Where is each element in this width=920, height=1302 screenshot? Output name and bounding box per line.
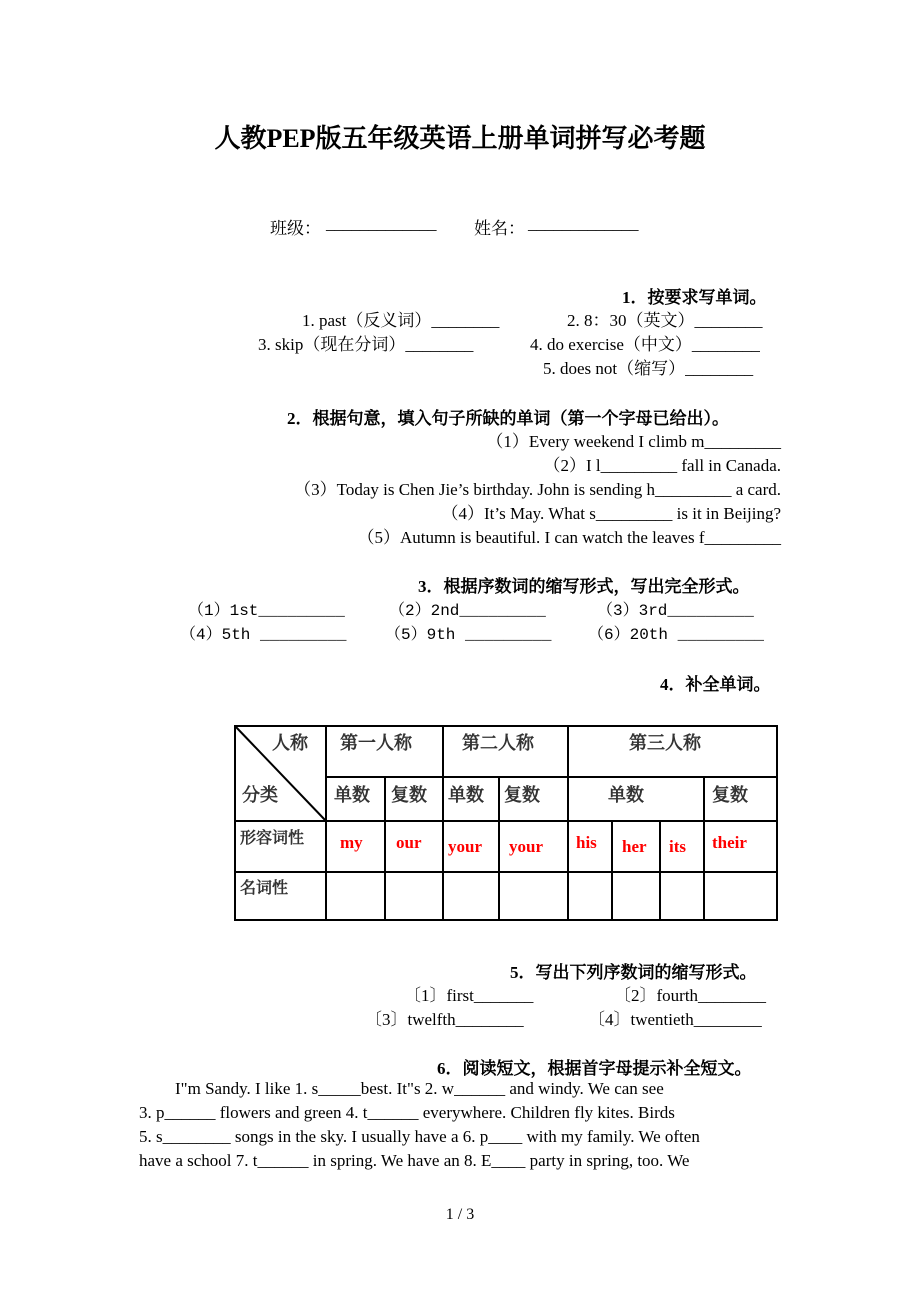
section-6-heading: 6．阅读短文，根据首字母提示补全短文。 bbox=[437, 1059, 752, 1078]
section-5-heading: 5．写出下列序数词的缩写形式。 bbox=[510, 963, 757, 982]
s1-question-1: 1. past（反义词）________ bbox=[302, 311, 500, 330]
s1-question-2: 2. 8：30（英文）________ bbox=[567, 311, 763, 330]
answer-his: his bbox=[576, 833, 597, 852]
s2-question-3: （3）Today is Chen Jie’s birthday. John is sending h_________ a card. bbox=[294, 480, 781, 499]
s2-question-2: （2）I l_________ fall in Canada. bbox=[543, 456, 781, 475]
s3-question-6: （6）20th _________ bbox=[588, 626, 765, 644]
answer-their: their bbox=[712, 833, 747, 852]
row-label-adjective: 形容词性 bbox=[240, 828, 305, 847]
header-singular-3: 单数 bbox=[608, 785, 644, 806]
section-3-heading: 3．根据序数词的缩写形式，写出完全形式。 bbox=[418, 577, 750, 596]
s2-question-4: （4）It’s May. What s_________ is it in Beijing? bbox=[441, 504, 781, 523]
class-blank[interactable]: _____________ bbox=[326, 214, 437, 233]
answer-our: our bbox=[396, 833, 422, 852]
s3-question-1: （1）1st_________ bbox=[188, 602, 345, 620]
name-label: 姓名： bbox=[474, 219, 525, 238]
header-singular-1: 单数 bbox=[334, 785, 370, 806]
header-plural-3: 复数 bbox=[712, 785, 748, 806]
s5-question-2: 〔2〕fourth________ bbox=[614, 986, 767, 1005]
class-label: 班级： bbox=[270, 219, 321, 238]
row-label-noun: 名词性 bbox=[240, 878, 289, 897]
passage-line-3: 5. s________ songs in the sky. I usually have a 6. p____ with my family. We often bbox=[139, 1127, 700, 1146]
page-title: 人教PEP版五年级英语上册单词拼写必考题 bbox=[214, 124, 706, 153]
header-second-person: 第二人称 bbox=[462, 733, 534, 754]
header-first-person: 第一人称 bbox=[340, 733, 412, 754]
pronoun-table bbox=[234, 725, 779, 922]
section-4-heading: 4．补全单词。 bbox=[660, 675, 771, 694]
name-blank[interactable]: _____________ bbox=[528, 214, 639, 233]
page-number: 1 / 3 bbox=[445, 1206, 475, 1223]
header-singular-2: 单数 bbox=[448, 785, 484, 806]
header-category: 分类 bbox=[242, 785, 278, 806]
header-person: 人称 bbox=[272, 733, 308, 754]
answer-your-singular: your bbox=[448, 837, 482, 856]
passage-line-4: have a school 7. t______ in spring. We have an 8. E____ party in spring, too. We bbox=[139, 1151, 690, 1170]
answer-your-plural: your bbox=[509, 837, 543, 856]
s3-question-5: （5）9th _________ bbox=[385, 626, 552, 644]
s3-question-3: （3）3rd_________ bbox=[597, 602, 754, 620]
header-third-person: 第三人称 bbox=[629, 733, 701, 754]
s2-question-1: （1）Every weekend I climb m_________ bbox=[486, 432, 781, 451]
s5-question-4: 〔4〕twentieth________ bbox=[588, 1010, 762, 1029]
passage-line-2: 3. p______ flowers and green 4. t______ everywhere. Children fly kites. Birds bbox=[139, 1103, 675, 1122]
s5-question-1: 〔1〕first_______ bbox=[404, 986, 534, 1005]
s5-question-3: 〔3〕twelfth________ bbox=[365, 1010, 524, 1029]
answer-her: her bbox=[622, 837, 647, 856]
answer-my: my bbox=[340, 833, 363, 852]
s1-question-5: 5. does not（缩写）________ bbox=[543, 359, 754, 378]
passage-line-1: I"m Sandy. I like 1. s_____best. It"s 2. w______ and windy. We can see bbox=[175, 1079, 664, 1098]
s2-question-5: （5）Autumn is beautiful. I can watch the leaves f_________ bbox=[357, 528, 781, 547]
header-plural-1: 复数 bbox=[391, 785, 427, 806]
s1-question-4: 4. do exercise（中文）________ bbox=[530, 335, 760, 354]
header-plural-2: 复数 bbox=[504, 785, 540, 806]
answer-its: its bbox=[669, 837, 686, 856]
section-2-heading: 2．根据句意，填入句子所缺的单词（第一个字母已给出）。 bbox=[287, 409, 729, 428]
s3-question-2: （2）2nd_________ bbox=[389, 602, 546, 620]
section-1-heading: 1．按要求写单词。 bbox=[622, 288, 767, 307]
s1-question-3: 3. skip（现在分词）________ bbox=[258, 335, 474, 354]
s3-question-4: （4）5th _________ bbox=[180, 626, 347, 644]
